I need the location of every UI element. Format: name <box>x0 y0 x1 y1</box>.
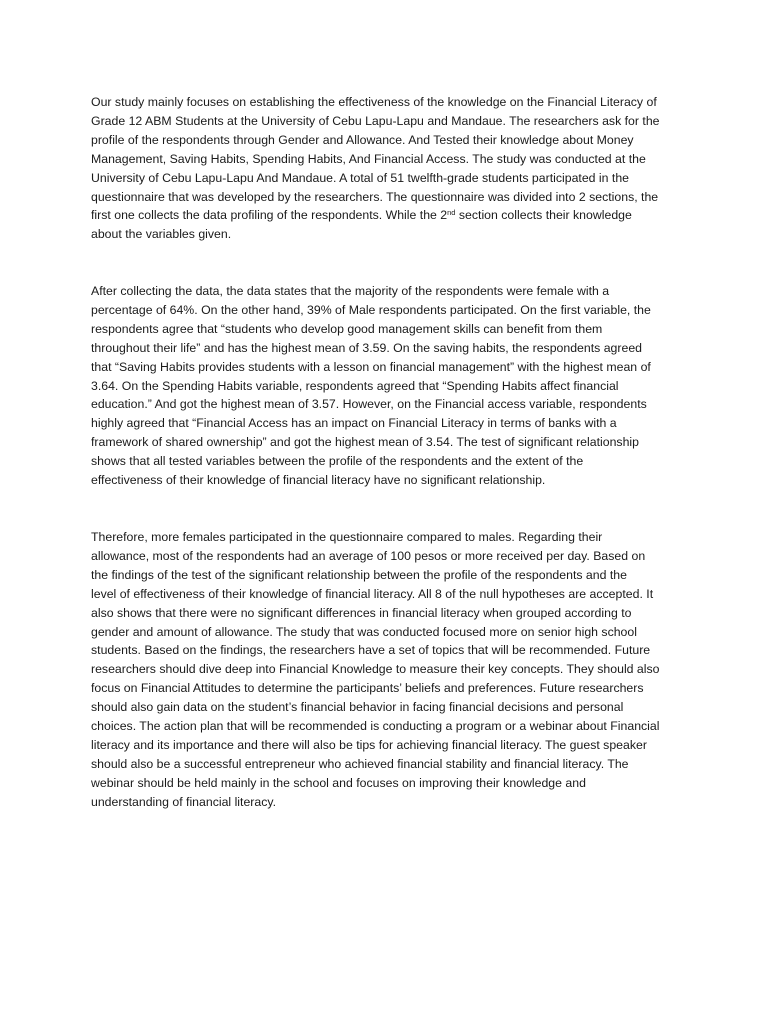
text-line: understanding of financial literacy. <box>91 794 277 809</box>
text-line: students. Based on the findings, the researchers have a set of topics that will be recommended. Future <box>91 643 651 658</box>
text-line: Our study mainly focuses on establishing the effectiveness of the knowledge on the Financial Literacy of <box>91 95 657 109</box>
text-line: literacy and its importance and there will also be tips for achieving financial literacy. The guest speaker <box>91 737 647 752</box>
text-line: should also be a successful entrepreneur who achieved financial stability and financial literacy. The <box>91 756 629 771</box>
text-line: highly agreed that “Financial Access has an impact on Financial Literacy in terms of banks with a <box>91 416 617 431</box>
text-line <box>91 206 686 225</box>
text-line: framework of shared ownership” and got the highest mean of 3.54. The test of significant relationship <box>91 435 639 450</box>
text-line: 3.64. On the Spending Habits variable, respondents agreed that “Spending Habits affect financial <box>91 378 619 393</box>
text-line: Therefore, more females participated in the questionnaire compared to males. Regarding their <box>91 530 603 544</box>
text-line: gender and amount of allowance. The study that was conducted focused more on senior high school <box>91 624 637 639</box>
text-line: Management, Saving Habits, Spending Habits, And Financial Access. The study was conducted at the <box>91 151 646 166</box>
text-line: Grade 12 ABM Students at the University of Cebu Lapu-Lapu and Mandaue. The researchers ask for the <box>91 113 660 128</box>
text-line: about the variables given. <box>91 227 232 242</box>
text-line: throughout their life” and has the highest mean of 3.59. On the saving habits, the respondents agreed <box>91 340 642 355</box>
text-line: shows that all tested variables between the profile of the respondents and the extent of the <box>91 454 584 469</box>
text-line: focus on Financial Attitudes to determine the participants’ beliefs and preferences. Future researchers <box>91 681 644 696</box>
text-line: choices. The action plan that will be recommended is conducting a program or a webinar about Financial <box>91 719 660 734</box>
paragraph-findings <box>91 282 686 490</box>
text-line: questionnaire that was developed by the researchers. The questionnaire was divided into 2 sections, the <box>91 189 659 204</box>
text-fragment: section collects their knowledge <box>455 208 632 223</box>
text-line: effectiveness of their knowledge of financial literacy have no significant relationship. <box>91 473 546 488</box>
text-line: also shows that there were no significant differences in financial literacy when grouped according to <box>91 605 632 620</box>
text-line: researchers should dive deep into Financial Knowledge to measure their key concepts. They should also <box>91 662 660 677</box>
text-line: education.” And got the highest mean of 3.57. However, on the Financial access variable, respondents <box>91 397 647 412</box>
paragraph-conclusion <box>91 528 686 812</box>
text-line: that “Saving Habits provides students with a lesson on financial management” with the highest mean of <box>91 359 651 374</box>
text-line: After collecting the data, the data states that the majority of the respondents were female with a <box>91 284 610 298</box>
text-line: allowance, most of the respondents had an average of 100 pesos or more received per day. Based on <box>91 548 646 563</box>
text-fragment: first one collects the data profiling of the respondents. While the 2 <box>91 208 448 223</box>
text-line: should also gain data on the student’s financial behavior in facing financial decisions and personal <box>91 700 624 715</box>
text-line: webinar should be held mainly in the school and focuses on improving their knowledge and <box>91 775 586 790</box>
text-line: level of effectiveness of their knowledge of financial literacy. All 8 of the null hypotheses are accepted. It <box>91 586 654 601</box>
text-line: percentage of 64%. On the other hand, 39% of Male respondents participated. On the first variable, the <box>91 302 651 317</box>
paragraph-study-overview <box>91 93 686 244</box>
text-line: profile of the respondents through Gender and Allowance. And Tested their knowledge about Money <box>91 132 634 147</box>
ordinal-superscript: nd <box>447 208 456 218</box>
text-line: respondents agree that “students who develop good management skills can benefit from them <box>91 321 603 336</box>
text-line: University of Cebu Lapu-Lapu And Mandaue. A total of 51 twelfth-grade students participated in the <box>91 170 629 185</box>
text-line: the findings of the test of the significant relationship between the profile of the respondents and the <box>91 567 627 582</box>
